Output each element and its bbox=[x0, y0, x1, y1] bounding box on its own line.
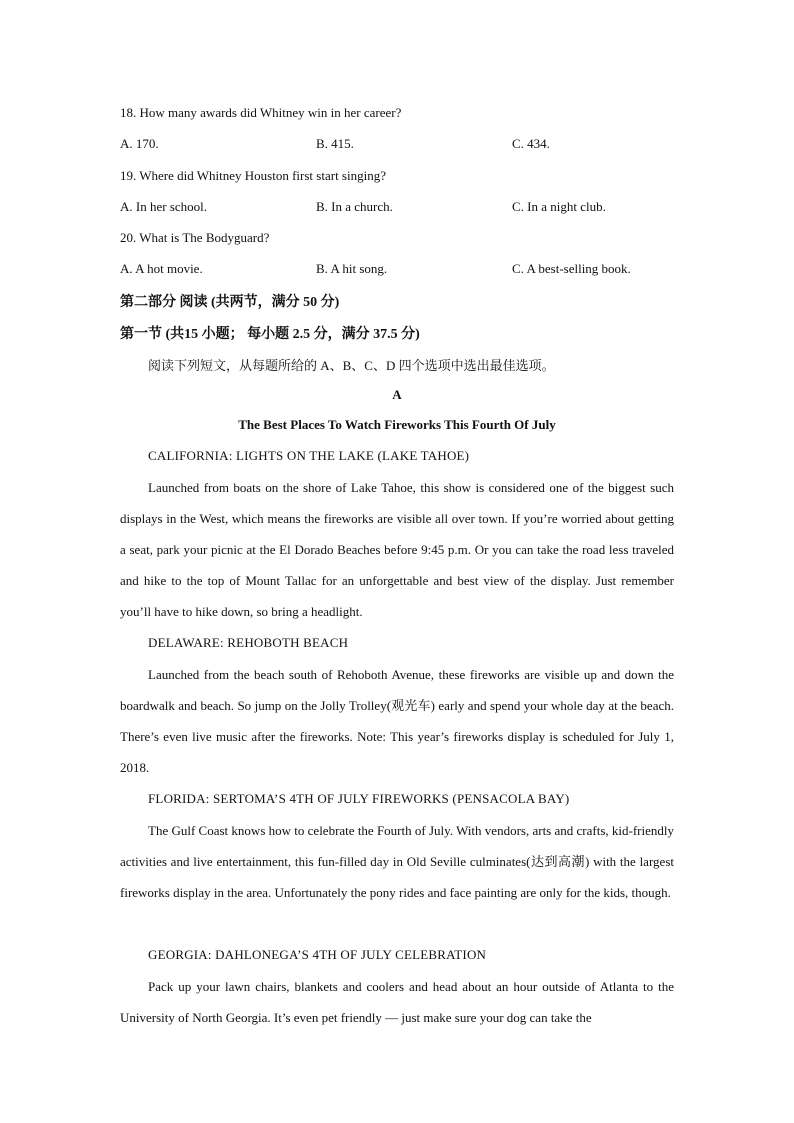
question-19-stem: 19. Where did Whitney Houston first start singing? bbox=[120, 168, 386, 183]
section1-title: 第一节 (共15 小题； 每小题 2.5 分，满分 37.5 分) bbox=[120, 327, 420, 342]
section-heading-delaware: DELAWARE: REHOBOTH BEACH bbox=[148, 635, 349, 650]
question-18-option-c: C. 434. bbox=[512, 136, 550, 151]
reading-instruction: 阅读下列短文，从每题所给的 A、B、C、D 四个选项中选出最佳选项。 bbox=[148, 358, 555, 373]
passage-letter: A bbox=[392, 387, 402, 402]
section-heading-georgia: GEORGIA: DAHLONEGA’S 4TH OF JULY CELEBRATION bbox=[148, 947, 487, 962]
question-20-stem: 20. What is The Bodyguard? bbox=[120, 230, 270, 245]
question-19-option-a: A. In her school. bbox=[120, 199, 208, 214]
question-20-option-c: C. A best-selling book. bbox=[512, 261, 631, 276]
question-18-stem: 18. How many awards did Whitney win in her career? bbox=[120, 105, 402, 120]
paragraph-florida: The Gulf Coast knows how to celebrate the Fourth of July. With vendors, arts and crafts, kid-friendly activities and live entertainment, this fun-filled day in Old Seville culminates(达到高潮) with the largest fireworks display in the area. Unfortunately the pony rides and face painting are only for the kids, though. bbox=[120, 823, 674, 900]
section-heading-california: CALIFORNIA: LIGHTS ON THE LAKE (LAKE TAHOE) bbox=[148, 448, 470, 463]
question-18-option-b: B. 415. bbox=[316, 136, 354, 151]
paragraph-california: Launched from boats on the shore of Lake Tahoe, this show is considered one of the biggest such displays in the West, which means the fireworks are visible all over town. If you’re worried about getting a seat, park your picnic at the El Dorado Beaches before 9:45 p.m. Or you can take the road less traveled and hike to the top of Mount Tallac for an unforgettable and best view of the display. Just remember you’ll have to hike down, so bring a headlight. bbox=[120, 480, 674, 619]
question-19-option-b: B. In a church. bbox=[316, 199, 393, 214]
part2-title: 第二部分 阅读 (共两节，满分 50 分) bbox=[120, 295, 340, 310]
question-20-option-a: A. A hot movie. bbox=[120, 261, 203, 276]
section-heading-florida: FLORIDA: SERTOMA’S 4TH OF JULY FIREWORKS (PENSACOLA BAY) bbox=[148, 791, 570, 806]
question-18-option-a: A. 170. bbox=[120, 136, 159, 151]
paragraph-georgia: Pack up your lawn chairs, blankets and coolers and head about an hour outside of Atlanta to the University of North Georgia. It’s even pet friendly — just make sure your dog can take the bbox=[120, 979, 674, 1025]
paragraph-delaware: Launched from the beach south of Rehoboth Avenue, these fireworks are visible up and down the boardwalk and beach. So jump on the Jolly Trolley(观光车) early and spend your whole day at the beach. There’s even live music after the fireworks. Note: This year’s fireworks display is scheduled for July 1, 2018. bbox=[120, 667, 674, 775]
question-19-option-c: C. In a night club. bbox=[512, 199, 606, 214]
question-20-option-b: B. A hit song. bbox=[316, 261, 388, 276]
passage-title: The Best Places To Watch Fireworks This Fourth Of July bbox=[238, 417, 556, 432]
